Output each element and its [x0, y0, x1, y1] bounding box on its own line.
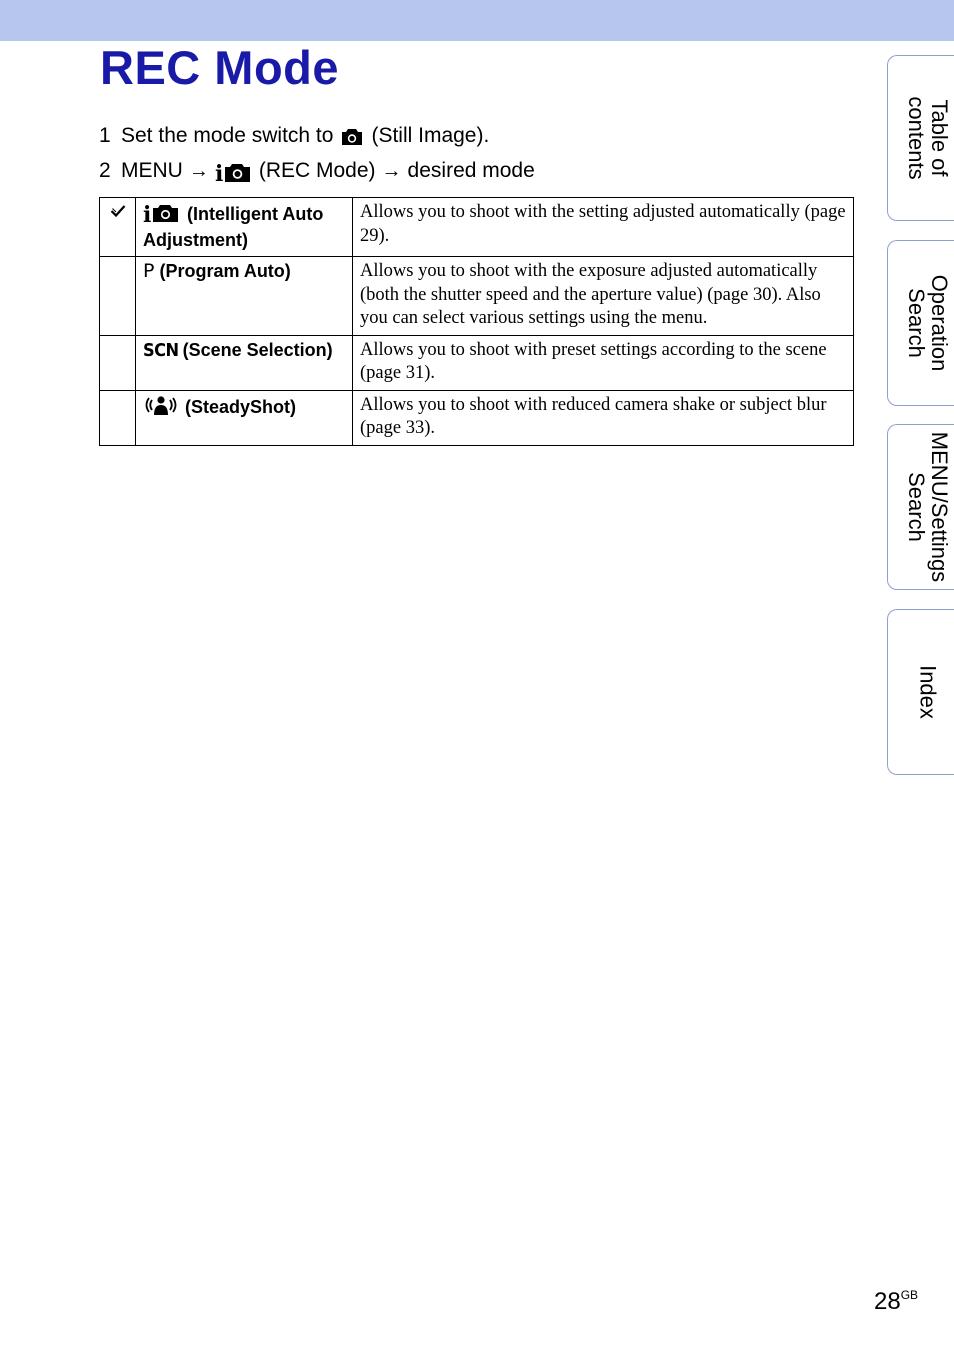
- mode-description: Allows you to shoot with preset settings according to the scene (page 31).: [353, 335, 854, 390]
- mode-name-cell: [136, 335, 353, 390]
- step-text: desired mode: [407, 159, 535, 182]
- tab-menu-settings-search[interactable]: [887, 424, 954, 590]
- step-1: [99, 124, 489, 148]
- mode-name: (SteadyShot): [185, 396, 297, 417]
- mode-name-cell: [136, 390, 353, 445]
- tab-label: Index: [915, 665, 941, 719]
- step-number: 1: [99, 124, 111, 147]
- mode-name-cell: [136, 257, 353, 336]
- menu-label: MENU: [121, 159, 183, 182]
- step-text: Set the mode switch to: [121, 124, 334, 147]
- program-auto-icon: P: [143, 260, 155, 282]
- step-number: 2: [99, 159, 111, 182]
- scene-selection-icon: SCN: [143, 339, 179, 361]
- page-number-value: 28: [874, 1288, 901, 1315]
- tab-label: Table of contents: [904, 96, 952, 180]
- step-2: [99, 159, 535, 183]
- mode-name: (Intelligent Auto Adjustment): [143, 204, 324, 250]
- page-number: [874, 1288, 918, 1316]
- mode-name: (Scene Selection): [182, 339, 333, 360]
- top-banner: [0, 0, 954, 41]
- mode-description: Allows you to shoot with reduced camera shake or subject blur (page 33).: [353, 390, 854, 445]
- mode-name: (Program Auto): [159, 261, 291, 281]
- region-code: GB: [900, 1288, 919, 1302]
- mode-name-cell: [136, 198, 353, 257]
- intelligent-auto-icon: [215, 159, 253, 183]
- tab-label: MENU/Settings Search: [904, 431, 952, 583]
- tab-table-of-contents[interactable]: [887, 55, 954, 221]
- mode-description: Allows you to shoot with the setting adjusted automatically (page 29).: [353, 198, 854, 257]
- tab-label: Operation Search: [904, 274, 952, 372]
- default-cell: [100, 198, 136, 257]
- table-row: [100, 335, 854, 390]
- rec-mode-table: [99, 197, 854, 446]
- tab-operation-search[interactable]: [887, 240, 954, 406]
- table-row: [100, 257, 854, 336]
- steadyshot-icon: [143, 394, 179, 422]
- table-row: [100, 390, 854, 445]
- default-check-icon: [110, 204, 126, 218]
- default-cell: [100, 257, 136, 336]
- intelligent-auto-icon: [143, 201, 181, 229]
- default-cell: [100, 335, 136, 390]
- table-row: [100, 198, 854, 257]
- default-cell: [100, 390, 136, 445]
- arrow-icon: →: [381, 159, 402, 182]
- step-text: (Still Image).: [371, 124, 490, 147]
- camera-icon: [341, 127, 363, 146]
- svg-text:i: i: [143, 202, 152, 223]
- page-title: REC Mode: [100, 41, 339, 94]
- svg-text:i: i: [214, 161, 224, 183]
- arrow-icon: →: [188, 159, 209, 182]
- mode-description: Allows you to shoot with the exposure adjusted automatically (both the shutter speed and the aperture value) (page 30). Also you can select various settings using the menu.: [353, 257, 854, 336]
- rec-mode-label: (REC Mode): [258, 159, 376, 182]
- tab-index[interactable]: [887, 609, 954, 775]
